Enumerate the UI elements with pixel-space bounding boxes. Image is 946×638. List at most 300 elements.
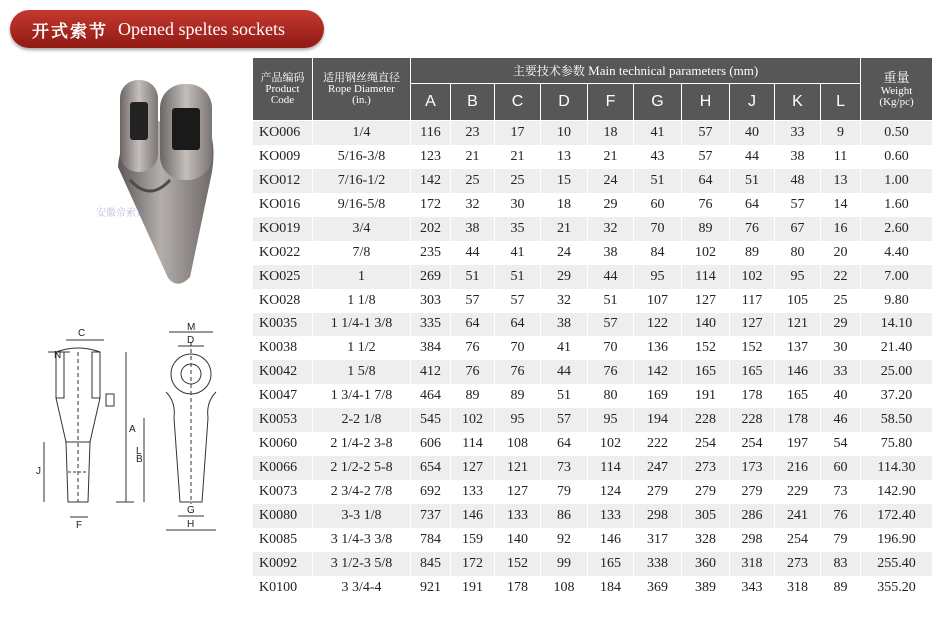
cell-f: 24 (588, 169, 634, 193)
cell-a: 235 (411, 241, 451, 265)
cell-weight: 58.50 (861, 408, 933, 432)
cell-h: 273 (682, 456, 730, 480)
cell-g: 70 (634, 217, 682, 241)
cell-h: 328 (682, 528, 730, 552)
cell-c: 21 (495, 145, 541, 169)
cell-l: 83 (821, 552, 861, 576)
cell-rope: 3-3 1/8 (313, 504, 411, 528)
cell-a: 692 (411, 480, 451, 504)
cell-weight: 75.80 (861, 432, 933, 456)
header-col-c: C (495, 84, 541, 121)
cell-k: 121 (775, 313, 821, 337)
cell-code: K0060 (253, 432, 313, 456)
table-row (253, 289, 933, 313)
cell-h: 360 (682, 552, 730, 576)
cell-g: 298 (634, 504, 682, 528)
header-weight-cn: 重量 (883, 70, 910, 86)
cell-code: KO025 (253, 265, 313, 289)
cell-code: K0047 (253, 384, 313, 408)
cell-b: 159 (451, 528, 495, 552)
cell-code: KO022 (253, 241, 313, 265)
cell-f: 133 (588, 504, 634, 528)
cell-h: 89 (682, 217, 730, 241)
cell-a: 921 (411, 576, 451, 600)
cell-code: KO016 (253, 193, 313, 217)
cell-k: 137 (775, 336, 821, 360)
cell-rope: 1 1/4-1 3/8 (313, 313, 411, 337)
table-row (253, 336, 933, 360)
label-g: G (187, 505, 195, 516)
cell-b: 114 (451, 432, 495, 456)
cell-l: 33 (821, 360, 861, 384)
cell-rope: 2-2 1/8 (313, 408, 411, 432)
cell-l: 16 (821, 217, 861, 241)
cell-j: 178 (730, 384, 775, 408)
cell-a: 123 (411, 145, 451, 169)
cell-g: 194 (634, 408, 682, 432)
cell-rope: 3 1/4-3 3/8 (313, 528, 411, 552)
cell-weight: 172.40 (861, 504, 933, 528)
cell-b: 32 (451, 193, 495, 217)
cell-f: 146 (588, 528, 634, 552)
cell-a: 116 (411, 121, 451, 145)
cell-l: 79 (821, 528, 861, 552)
cell-g: 317 (634, 528, 682, 552)
cell-k: 273 (775, 552, 821, 576)
cell-c: 35 (495, 217, 541, 241)
cell-l: 40 (821, 384, 861, 408)
cell-j: 89 (730, 241, 775, 265)
cell-l: 20 (821, 241, 861, 265)
cell-f: 80 (588, 384, 634, 408)
cell-b: 102 (451, 408, 495, 432)
header-col-d: D (541, 84, 588, 121)
cell-f: 21 (588, 145, 634, 169)
cell-j: 165 (730, 360, 775, 384)
table-row (253, 504, 933, 528)
cell-a: 335 (411, 313, 451, 337)
header-code-en2: Code (270, 94, 295, 106)
cell-rope: 1 5/8 (313, 360, 411, 384)
cell-k: 241 (775, 504, 821, 528)
cell-weight: 0.50 (861, 121, 933, 145)
cell-f: 184 (588, 576, 634, 600)
cell-b: 64 (451, 313, 495, 337)
cell-rope: 2 1/2-2 5-8 (313, 456, 411, 480)
cell-code: KO028 (253, 289, 313, 313)
cell-g: 279 (634, 480, 682, 504)
cell-b: 21 (451, 145, 495, 169)
table-row (253, 145, 933, 169)
header-col-l: L (821, 84, 861, 121)
cell-weight: 9.80 (861, 289, 933, 313)
cell-k: 146 (775, 360, 821, 384)
cell-k: 254 (775, 528, 821, 552)
cell-weight: 1.00 (861, 169, 933, 193)
cell-c: 127 (495, 480, 541, 504)
cell-rope: 7/16-1/2 (313, 169, 411, 193)
cell-j: 254 (730, 432, 775, 456)
cell-k: 95 (775, 265, 821, 289)
cell-f: 124 (588, 480, 634, 504)
cell-d: 29 (541, 265, 588, 289)
cell-d: 10 (541, 121, 588, 145)
cell-a: 464 (411, 384, 451, 408)
cell-c: 108 (495, 432, 541, 456)
table-row (253, 408, 933, 432)
header-rope-en1: Rope Diameter (328, 83, 395, 95)
cell-weight: 7.00 (861, 265, 933, 289)
cell-h: 254 (682, 432, 730, 456)
cell-code: K0080 (253, 504, 313, 528)
cell-c: 64 (495, 313, 541, 337)
cell-d: 18 (541, 193, 588, 217)
label-m: M (187, 322, 196, 333)
table-row (253, 432, 933, 456)
cell-f: 18 (588, 121, 634, 145)
cell-l: 13 (821, 169, 861, 193)
cell-j: 343 (730, 576, 775, 600)
table-row (253, 121, 933, 145)
cell-a: 845 (411, 552, 451, 576)
cell-h: 165 (682, 360, 730, 384)
cell-d: 44 (541, 360, 588, 384)
cell-weight: 355.20 (861, 576, 933, 600)
cell-l: 89 (821, 576, 861, 600)
cell-rope: 5/16-3/8 (313, 145, 411, 169)
cell-rope: 2 1/4-2 3-8 (313, 432, 411, 456)
cell-code: KO006 (253, 121, 313, 145)
cell-b: 191 (451, 576, 495, 600)
table-row (253, 360, 933, 384)
cell-g: 247 (634, 456, 682, 480)
cell-a: 784 (411, 528, 451, 552)
header-product-code (253, 58, 313, 121)
product-photo (90, 62, 230, 292)
cell-b: 133 (451, 480, 495, 504)
cell-f: 44 (588, 265, 634, 289)
cell-rope: 3 1/2-3 5/8 (313, 552, 411, 576)
cell-c: 76 (495, 360, 541, 384)
cell-h: 191 (682, 384, 730, 408)
cell-a: 737 (411, 504, 451, 528)
cell-weight: 37.20 (861, 384, 933, 408)
cell-c: 70 (495, 336, 541, 360)
cell-code: K0100 (253, 576, 313, 600)
cell-d: 73 (541, 456, 588, 480)
cell-l: 14 (821, 193, 861, 217)
cell-b: 23 (451, 121, 495, 145)
table-row (253, 528, 933, 552)
cell-f: 76 (588, 360, 634, 384)
cell-d: 41 (541, 336, 588, 360)
cell-b: 89 (451, 384, 495, 408)
cell-rope: 1 1/2 (313, 336, 411, 360)
watermark: 安徽帝索具 (96, 208, 146, 219)
cell-a: 269 (411, 265, 451, 289)
cell-j: 76 (730, 217, 775, 241)
cell-a: 303 (411, 289, 451, 313)
cell-g: 43 (634, 145, 682, 169)
header-col-b: B (451, 84, 495, 121)
cell-g: 84 (634, 241, 682, 265)
cell-l: 11 (821, 145, 861, 169)
cell-rope: 3/4 (313, 217, 411, 241)
cell-c: 51 (495, 265, 541, 289)
header-rope-en2: (in.) (352, 94, 371, 106)
cell-weight: 255.40 (861, 552, 933, 576)
cell-c: 95 (495, 408, 541, 432)
table-row (253, 576, 933, 600)
cell-code: K0085 (253, 528, 313, 552)
cell-code: K0073 (253, 480, 313, 504)
cell-g: 369 (634, 576, 682, 600)
cell-code: K0038 (253, 336, 313, 360)
cell-b: 76 (451, 360, 495, 384)
cell-j: 117 (730, 289, 775, 313)
title-english: Opened speltes sockets (118, 18, 285, 39)
label-a: A (129, 424, 136, 435)
cell-h: 228 (682, 408, 730, 432)
cell-j: 40 (730, 121, 775, 145)
cell-d: 64 (541, 432, 588, 456)
cell-rope: 7/8 (313, 241, 411, 265)
cell-j: 228 (730, 408, 775, 432)
cell-weight: 25.00 (861, 360, 933, 384)
cell-weight: 1.60 (861, 193, 933, 217)
cell-d: 51 (541, 384, 588, 408)
title-banner (10, 10, 324, 48)
cell-a: 545 (411, 408, 451, 432)
cell-k: 318 (775, 576, 821, 600)
cell-weight: 2.60 (861, 217, 933, 241)
cell-l: 30 (821, 336, 861, 360)
cell-weight: 14.10 (861, 313, 933, 337)
cell-l: 54 (821, 432, 861, 456)
cell-h: 152 (682, 336, 730, 360)
header-code-en1: Product (265, 83, 300, 95)
cell-l: 22 (821, 265, 861, 289)
cell-j: 286 (730, 504, 775, 528)
cell-h: 114 (682, 265, 730, 289)
cell-code: K0092 (253, 552, 313, 576)
cell-d: 32 (541, 289, 588, 313)
cell-b: 76 (451, 336, 495, 360)
cell-g: 222 (634, 432, 682, 456)
cell-l: 73 (821, 480, 861, 504)
cell-c: 178 (495, 576, 541, 600)
cell-a: 654 (411, 456, 451, 480)
cell-weight: 142.90 (861, 480, 933, 504)
cell-j: 152 (730, 336, 775, 360)
cell-h: 57 (682, 145, 730, 169)
header-col-f: F (588, 84, 634, 121)
cell-c: 133 (495, 504, 541, 528)
cell-b: 25 (451, 169, 495, 193)
cell-f: 57 (588, 313, 634, 337)
cell-rope: 1 (313, 265, 411, 289)
cell-d: 108 (541, 576, 588, 600)
cell-rope: 3 3/4-4 (313, 576, 411, 600)
cell-a: 202 (411, 217, 451, 241)
cell-a: 606 (411, 432, 451, 456)
cell-k: 229 (775, 480, 821, 504)
cell-g: 169 (634, 384, 682, 408)
header-col-h: H (682, 84, 730, 121)
cell-rope: 1 3/4-1 7/8 (313, 384, 411, 408)
table-row (253, 193, 933, 217)
cell-a: 384 (411, 336, 451, 360)
title-chinese: 开式索节 (32, 21, 108, 42)
cell-j: 102 (730, 265, 775, 289)
cell-h: 279 (682, 480, 730, 504)
cell-j: 173 (730, 456, 775, 480)
table-row (253, 456, 933, 480)
cell-f: 38 (588, 241, 634, 265)
cell-b: 146 (451, 504, 495, 528)
cell-k: 57 (775, 193, 821, 217)
technical-drawing (26, 322, 246, 538)
cell-c: 152 (495, 552, 541, 576)
cell-weight: 196.90 (861, 528, 933, 552)
cell-j: 318 (730, 552, 775, 576)
label-c: C (78, 328, 86, 339)
cell-weight: 0.60 (861, 145, 933, 169)
cell-rope: 1 1/8 (313, 289, 411, 313)
cell-g: 60 (634, 193, 682, 217)
table-row (253, 384, 933, 408)
cell-f: 114 (588, 456, 634, 480)
cell-c: 17 (495, 121, 541, 145)
label-n: N (54, 350, 62, 361)
cell-d: 24 (541, 241, 588, 265)
cell-l: 76 (821, 504, 861, 528)
label-d: D (187, 335, 195, 346)
label-h: H (187, 519, 195, 530)
cell-b: 51 (451, 265, 495, 289)
cell-b: 57 (451, 289, 495, 313)
cell-c: 41 (495, 241, 541, 265)
cell-b: 127 (451, 456, 495, 480)
cell-d: 38 (541, 313, 588, 337)
cell-b: 44 (451, 241, 495, 265)
cell-f: 70 (588, 336, 634, 360)
cell-d: 21 (541, 217, 588, 241)
header-main-parameters (411, 58, 861, 84)
cell-g: 142 (634, 360, 682, 384)
cell-h: 389 (682, 576, 730, 600)
label-j: J (36, 466, 41, 477)
cell-f: 51 (588, 289, 634, 313)
cell-c: 121 (495, 456, 541, 480)
cell-f: 32 (588, 217, 634, 241)
cell-l: 9 (821, 121, 861, 145)
cell-k: 165 (775, 384, 821, 408)
cell-h: 64 (682, 169, 730, 193)
cell-a: 172 (411, 193, 451, 217)
cell-rope: 1/4 (313, 121, 411, 145)
table-row (253, 217, 933, 241)
cell-l: 29 (821, 313, 861, 337)
label-f: F (76, 520, 83, 531)
label-b: B (136, 454, 143, 465)
cell-j: 127 (730, 313, 775, 337)
table-row (253, 169, 933, 193)
cell-d: 79 (541, 480, 588, 504)
cell-g: 338 (634, 552, 682, 576)
cell-code: K0035 (253, 313, 313, 337)
cell-h: 57 (682, 121, 730, 145)
cell-a: 412 (411, 360, 451, 384)
cell-k: 105 (775, 289, 821, 313)
cell-d: 86 (541, 504, 588, 528)
cell-f: 165 (588, 552, 634, 576)
header-weight-en1: Weight (880, 84, 913, 97)
cell-g: 95 (634, 265, 682, 289)
cell-g: 51 (634, 169, 682, 193)
cell-b: 38 (451, 217, 495, 241)
cell-k: 178 (775, 408, 821, 432)
header-col-a: A (411, 84, 451, 121)
header-col-k: K (775, 84, 821, 121)
cell-h: 305 (682, 504, 730, 528)
cell-k: 48 (775, 169, 821, 193)
cell-d: 13 (541, 145, 588, 169)
spec-table (253, 58, 933, 600)
cell-c: 57 (495, 289, 541, 313)
cell-code: KO009 (253, 145, 313, 169)
cell-k: 80 (775, 241, 821, 265)
cell-j: 44 (730, 145, 775, 169)
cell-c: 140 (495, 528, 541, 552)
table-row (253, 313, 933, 337)
cell-l: 25 (821, 289, 861, 313)
cell-weight: 21.40 (861, 336, 933, 360)
cell-code: KO019 (253, 217, 313, 241)
table-body (253, 121, 933, 600)
cell-weight: 114.30 (861, 456, 933, 480)
table-row (253, 480, 933, 504)
header-main-cn: 主要技术参数 (512, 64, 585, 79)
table-row (253, 265, 933, 289)
cell-h: 76 (682, 193, 730, 217)
cell-k: 67 (775, 217, 821, 241)
cell-k: 216 (775, 456, 821, 480)
cell-rope: 2 3/4-2 7/8 (313, 480, 411, 504)
cell-d: 57 (541, 408, 588, 432)
cell-j: 64 (730, 193, 775, 217)
cell-g: 41 (634, 121, 682, 145)
cell-h: 127 (682, 289, 730, 313)
cell-code: K0042 (253, 360, 313, 384)
label-l: L (136, 446, 142, 457)
cell-code: K0053 (253, 408, 313, 432)
cell-f: 95 (588, 408, 634, 432)
header-main-en: Main technical parameters (mm) (588, 63, 759, 79)
parameter-table (253, 58, 933, 600)
cell-k: 197 (775, 432, 821, 456)
cell-d: 15 (541, 169, 588, 193)
cell-j: 298 (730, 528, 775, 552)
header-col-g: G (634, 84, 682, 121)
header-rope-diameter (313, 58, 411, 121)
cell-k: 38 (775, 145, 821, 169)
table-row (253, 552, 933, 576)
cell-code: KO012 (253, 169, 313, 193)
cell-f: 102 (588, 432, 634, 456)
cell-d: 99 (541, 552, 588, 576)
cell-g: 107 (634, 289, 682, 313)
